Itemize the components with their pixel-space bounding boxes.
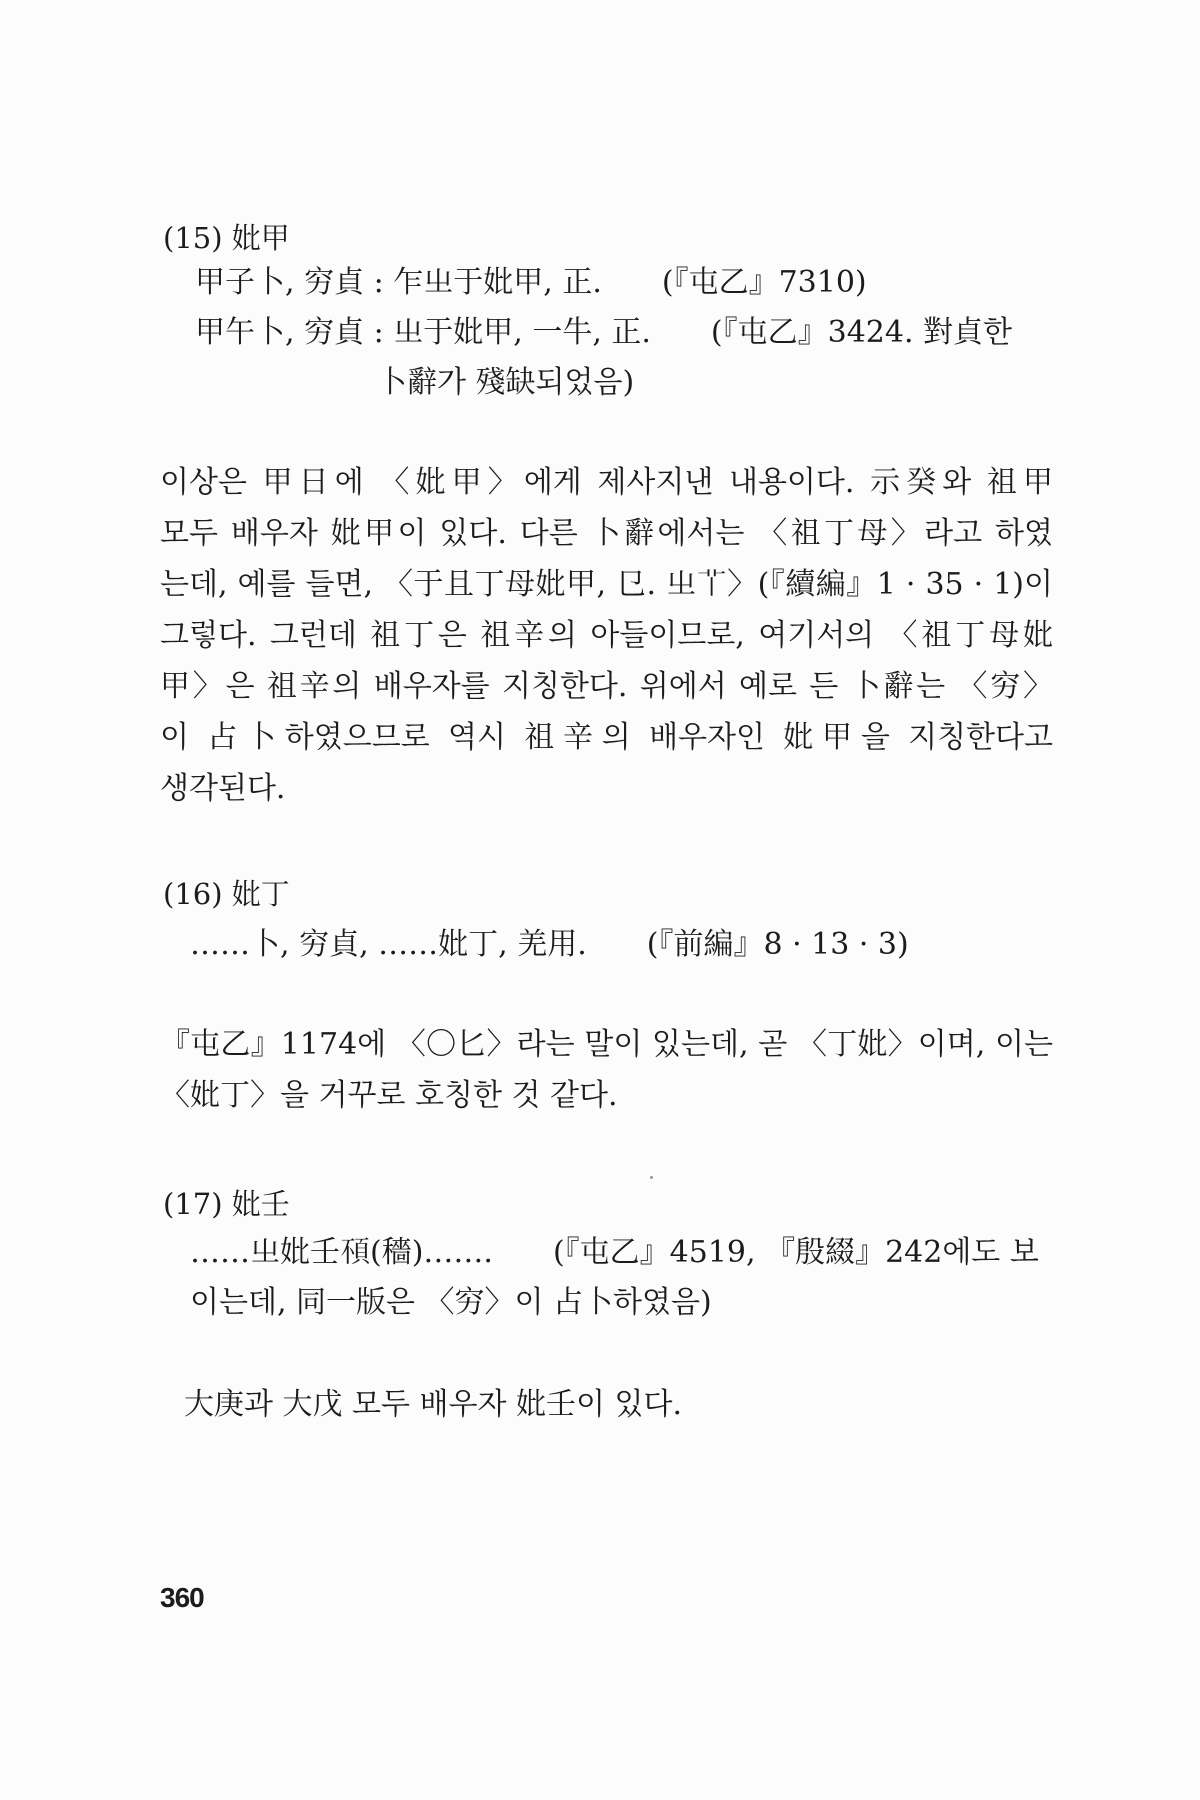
scan-dot (650, 1176, 653, 1179)
paragraph-line: 모두 배우자 妣甲이 있다. 다른 卜辭에서는 〈祖丁母〉라고 하였 (160, 516, 1053, 551)
paragraph-line: 『屯乙』1174에 〈〇匕〉라는 말이 있는데, 곧 〈丁妣〉이며, 이는 (160, 1027, 1053, 1062)
paragraph-line: 는데, 예를 들면, 〈于且丁母妣甲, 㔾. 㞢𦫳〉(『續編』1 · 35 · 1)이 (160, 567, 1053, 602)
paragraph-line: 생각된다. (160, 771, 286, 806)
paragraph-line: 그렇다. 그런데 祖丁은 祖辛의 아들이므로, 여기서의 〈祖丁母妣 (160, 618, 1053, 653)
page-number: 360 (160, 1582, 204, 1613)
paragraph-line: 이상은 甲日에 〈妣甲〉에게 제사지낸 내용이다. 示癸와 祖甲 (160, 465, 1053, 500)
section-heading: (16) 妣丁 (163, 877, 290, 911)
section-heading: (17) 妣壬 (163, 1187, 290, 1221)
paragraph-line: 이 占卜하였으므로 역시 祖辛의 배우자인 妣甲을 지칭한다고 (160, 720, 1053, 755)
paragraph-line: 大庚과 大戊 모두 배우자 妣壬이 있다. (184, 1387, 683, 1422)
quote-line: 卜辭가 殘缺되었음) (377, 365, 635, 400)
quote-line: 甲子卜, 穷貞 : 乍㞢于妣甲, 正. (『屯乙』7310) (195, 265, 867, 300)
paragraph-line: 〈妣丁〉을 거꾸로 호칭한 것 같다. (160, 1078, 618, 1113)
quote-line: ……㞢妣壬𩑢(穡)……. (『屯乙』4519, 『殷綴』242에도 보 (190, 1235, 1039, 1270)
quote-line: ……卜, 穷貞, ……妣丁, 羌用. (『前編』8 · 13 · 3) (190, 927, 909, 962)
quote-line: 이는데, 同一版은 〈穷〉이 占卜하였음) (190, 1285, 712, 1320)
section-heading: (15) 妣甲 (163, 221, 290, 255)
quote-line: 甲午卜, 穷貞 : 㞢于妣甲, 一牛, 正. (『屯乙』3424. 對貞한 (195, 315, 1013, 350)
paragraph-line: 甲〉은 祖辛의 배우자를 지칭한다. 위에서 예로 든 卜辭는 〈穷〉 (160, 669, 1053, 704)
